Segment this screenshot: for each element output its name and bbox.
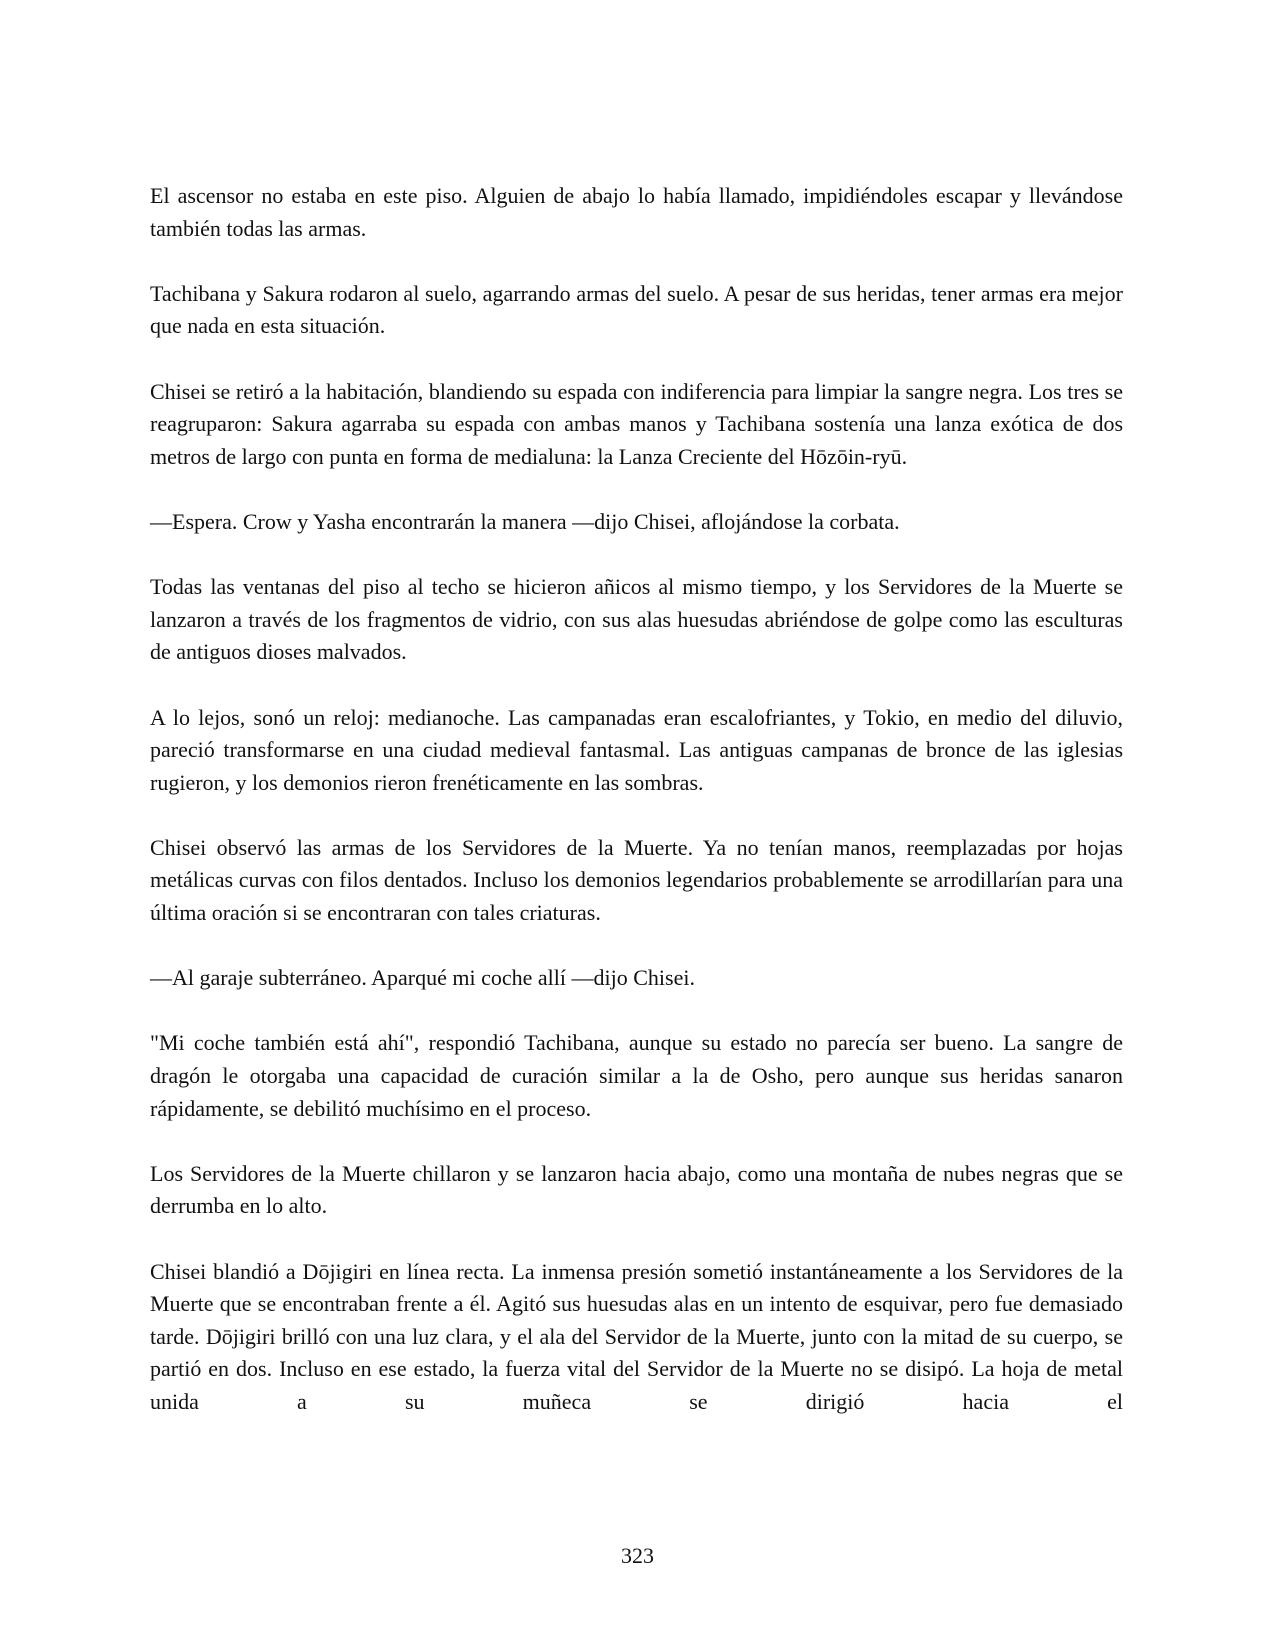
- page-number: 323: [621, 1543, 654, 1568]
- paragraph-11: Chisei blandió a Dōjigiri en línea recta. La inmensa presión sometió instantáneamente a los Servidores de la Muerte que se encontraban frente a él. Agitó sus huesudas alas en un intento de esquivar, pero fue demasiado tarde. Dōjigiri brilló con una luz clara, y el ala del Servidor de la Muerte, junto con la mitad de su cuerpo, se partió en dos. Incluso en ese estado, la fuerza vital del Servidor de la Muerte no se disipó. La hoja de metal unida a su muñeca se dirigió hacia el: [150, 1258, 1123, 1414]
- paragraph-9: "Mi coche también está ahí", respondió Tachibana, aunque su estado no parecía ser bueno. La sangre de dragón le otorgaba una capacidad de curación similar a la de Osho, pero aunque sus heridas sanaron rápidamente, se debilitó muchísimo en el proceso.: [150, 1030, 1123, 1121]
- paragraph-7: Chisei observó las armas de los Servidores de la Muerte. Ya no tenían manos, reemplazadas por hojas metálicas curvas con filos dentados. Incluso los demonios legendarios probablemente se arrodillarían para una última oración si se encontraran con tales criaturas.: [150, 834, 1123, 926]
- paragraph-6: A lo lejos, sonó un reloj: medianoche. Las campanadas eran escalofriantes, y Tokio, en medio del diluvio, pareció transformarse en una ciudad medieval fantasmal. Las antiguas campanas de bronce de las iglesias rugieron, y los demonios rieron frenéticamente en las sombras.: [150, 704, 1123, 795]
- body-text: [150, 180, 1123, 1419]
- paragraph-1: El ascensor no estaba en este piso. Alguien de abajo lo había llamado, impidiéndoles escapar y llevándose también todas las armas.: [150, 183, 1123, 241]
- paragraph-5: Todas las ventanas del piso al techo se hicieron añicos al mismo tiempo, y los Servidores de la Muerte se lanzaron a través de los fragmentos de vidrio, con sus alas huesudas abriéndose de golpe como las esculturas de antiguos dioses malvados.: [150, 574, 1123, 665]
- paragraph-2: Tachibana y Sakura rodaron al suelo, agarrando armas del suelo. A pesar de sus heridas, tener armas era mejor que nada en esta situación.: [150, 280, 1123, 339]
- paragraph-8: —Al garaje subterráneo. Aparqué mi coche allí —dijo Chisei.: [150, 965, 695, 991]
- paragraph-10: Los Servidores de la Muerte chillaron y se lanzaron hacia abajo, como una montaña de nubes negras que se derrumba en lo alto.: [150, 1160, 1123, 1219]
- paragraph-3: Chisei se retiró a la habitación, blandiendo su espada con indiferencia para limpiar la sangre negra. Los tres se reagruparon: Sakura agarraba su espada con ambas manos y Tachibana sostenía una lanza exótica de dos metros de largo con punta en forma de medialuna: la Lanza Creciente del Hōzōin-ryū.: [150, 378, 1123, 469]
- paragraph-4: —Espera. Crow y Yasha encontrarán la manera —dijo Chisei, aflojándose la corbata.: [150, 508, 900, 534]
